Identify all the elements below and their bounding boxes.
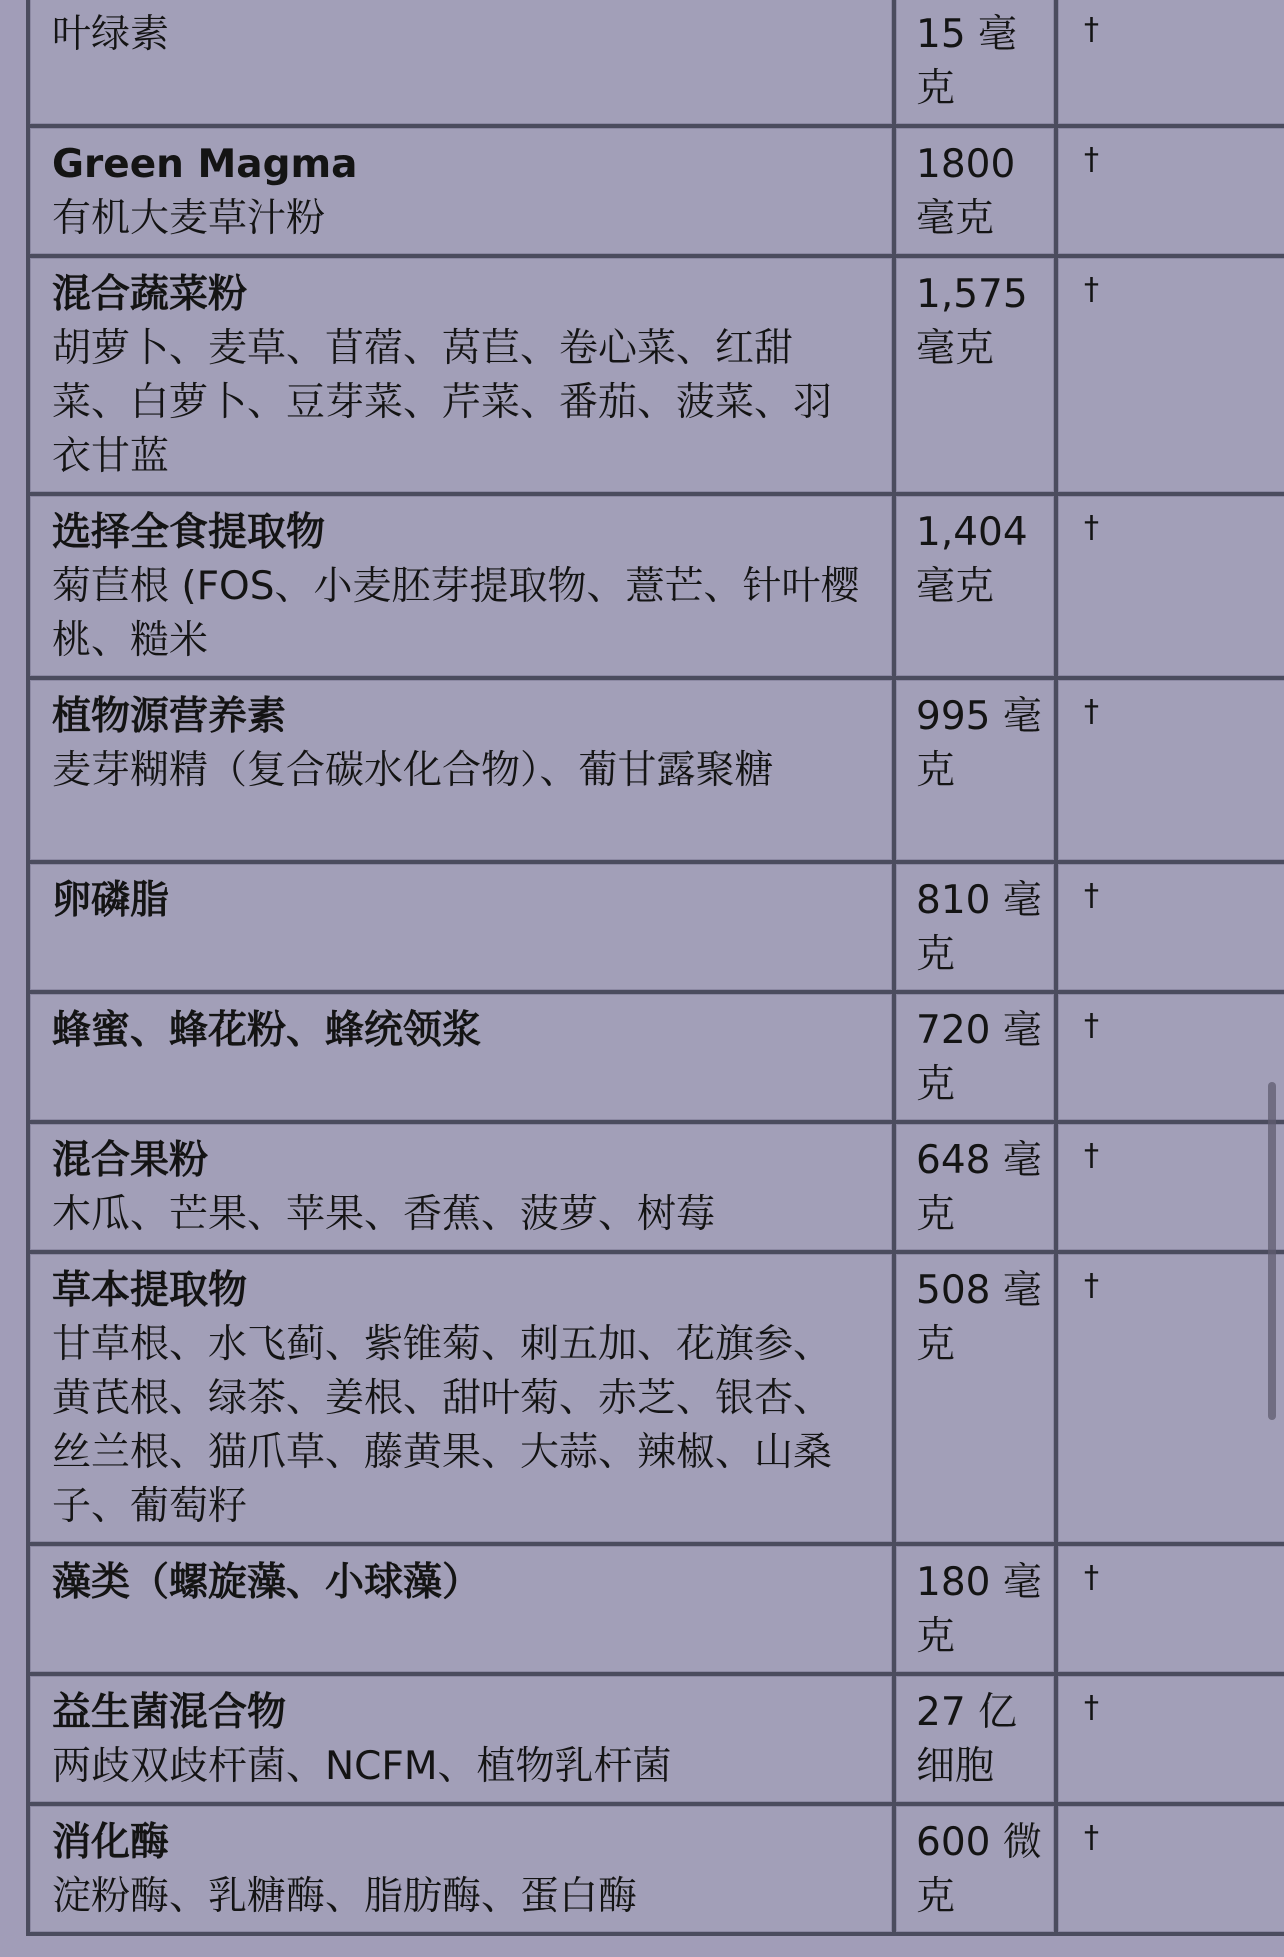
ingredient-description: 胡萝卜、麦草、苜蓿、莴苣、卷心菜、红甜菜、白萝卜、豆芽菜、芹菜、番茄、菠菜、羽衣甘蓝 xyxy=(52,326,833,479)
amount-cell: 15 毫克 xyxy=(896,0,1054,124)
ingredient-cell xyxy=(30,1806,892,1932)
ingredient-cell xyxy=(30,1546,892,1672)
ingredient-title: 消化酶 xyxy=(52,1820,170,1865)
dagger-mark: † xyxy=(1058,258,1284,492)
table-row xyxy=(30,128,1284,254)
amount-cell: 27 亿细胞 xyxy=(896,1676,1054,1802)
ingredient-title: 植物源营养素 xyxy=(52,694,287,739)
ingredient-description: 两歧双歧杆菌、NCFM、植物乳杆菌 xyxy=(52,1744,672,1789)
ingredient-description: 淀粉酶、乳糖酶、脂肪酶、蛋白酶 xyxy=(52,1874,638,1919)
ingredient-cell xyxy=(30,994,892,1120)
dagger-mark: † xyxy=(1058,496,1284,676)
table-row xyxy=(30,680,1284,860)
ingredient-description: 菊苣根 (FOS、小麦胚芽提取物、薏芒、针叶樱桃、糙米 xyxy=(52,564,860,663)
table-row xyxy=(30,994,1284,1120)
ingredient-title: 草本提取物 xyxy=(52,1268,248,1313)
ingredients-table-wrapper xyxy=(26,0,1258,1936)
table-row xyxy=(30,1254,1284,1542)
ingredient-description: 叶绿素 xyxy=(52,12,170,57)
ingredient-title: 蜂蜜、蜂花粉、蜂统领浆 xyxy=(52,1008,482,1053)
ingredient-description: 有机大麦草汁粉 xyxy=(52,196,326,241)
table-row xyxy=(30,0,1284,124)
ingredient-title: 选择全食提取物 xyxy=(52,510,326,555)
dagger-mark: † xyxy=(1058,1124,1284,1250)
ingredient-cell xyxy=(30,1676,892,1802)
dagger-mark: † xyxy=(1058,128,1284,254)
amount-cell: 1800 毫克 xyxy=(896,128,1054,254)
table-row xyxy=(30,1676,1284,1802)
table-row xyxy=(30,258,1284,492)
table-row xyxy=(30,1806,1284,1932)
dagger-mark: † xyxy=(1058,0,1284,124)
table-row xyxy=(30,1546,1284,1672)
amount-cell: 1,575 毫克 xyxy=(896,258,1054,492)
dagger-mark: † xyxy=(1058,680,1284,860)
ingredients-table xyxy=(26,0,1284,1936)
ingredient-title: 益生菌混合物 xyxy=(52,1690,287,1735)
ingredient-cell xyxy=(30,1124,892,1250)
ingredient-cell xyxy=(30,1254,892,1542)
ingredient-cell xyxy=(30,258,892,492)
amount-cell: 810 毫克 xyxy=(896,864,1054,990)
ingredient-cell xyxy=(30,128,892,254)
ingredient-title: 混合果粉 xyxy=(52,1138,209,1183)
dagger-mark: † xyxy=(1058,1676,1284,1802)
table-row xyxy=(30,1124,1284,1250)
amount-cell: 1,404 毫克 xyxy=(896,496,1054,676)
ingredients-table-body xyxy=(30,0,1284,1932)
ingredient-description: 麦芽糊精（复合碳水化合物）、葡甘露聚糖 xyxy=(52,748,774,793)
amount-cell: 995 毫克 xyxy=(896,680,1054,860)
dagger-mark: † xyxy=(1058,864,1284,990)
ingredient-description: 木瓜、芒果、苹果、香蕉、菠萝、树莓 xyxy=(52,1192,716,1237)
amount-cell: 648 毫克 xyxy=(896,1124,1054,1250)
dagger-mark: † xyxy=(1058,1806,1284,1932)
dagger-mark: † xyxy=(1058,1546,1284,1672)
ingredient-cell xyxy=(30,680,892,860)
vertical-scrollbar[interactable] xyxy=(1268,1082,1276,1420)
ingredient-description: 甘草根、水飞蓟、紫锥菊、刺五加、花旗参、黄芪根、绿茶、姜根、甜叶菊、赤芝、银杏、丝兰根、猫爪草、藤黄果、大蒜、辣椒、山桑子、葡萄籽 xyxy=(52,1322,833,1529)
table-row xyxy=(30,496,1284,676)
ingredient-cell xyxy=(30,0,892,124)
ingredient-title: 混合蔬菜粉 xyxy=(52,272,248,317)
amount-cell: 180 毫克 xyxy=(896,1546,1054,1672)
ingredient-title: 卵磷脂 xyxy=(52,878,170,923)
ingredient-cell xyxy=(30,496,892,676)
amount-cell: 600 微克 xyxy=(896,1806,1054,1932)
ingredient-title: 藻类（螺旋藻、小球藻） xyxy=(52,1560,482,1605)
table-row xyxy=(30,864,1284,990)
amount-cell: 508 毫克 xyxy=(896,1254,1054,1542)
amount-cell: 720 毫克 xyxy=(896,994,1054,1120)
ingredient-title: Green Magma xyxy=(52,142,358,187)
dagger-mark: † xyxy=(1058,994,1284,1120)
ingredient-cell xyxy=(30,864,892,990)
dagger-mark: † xyxy=(1058,1254,1284,1542)
